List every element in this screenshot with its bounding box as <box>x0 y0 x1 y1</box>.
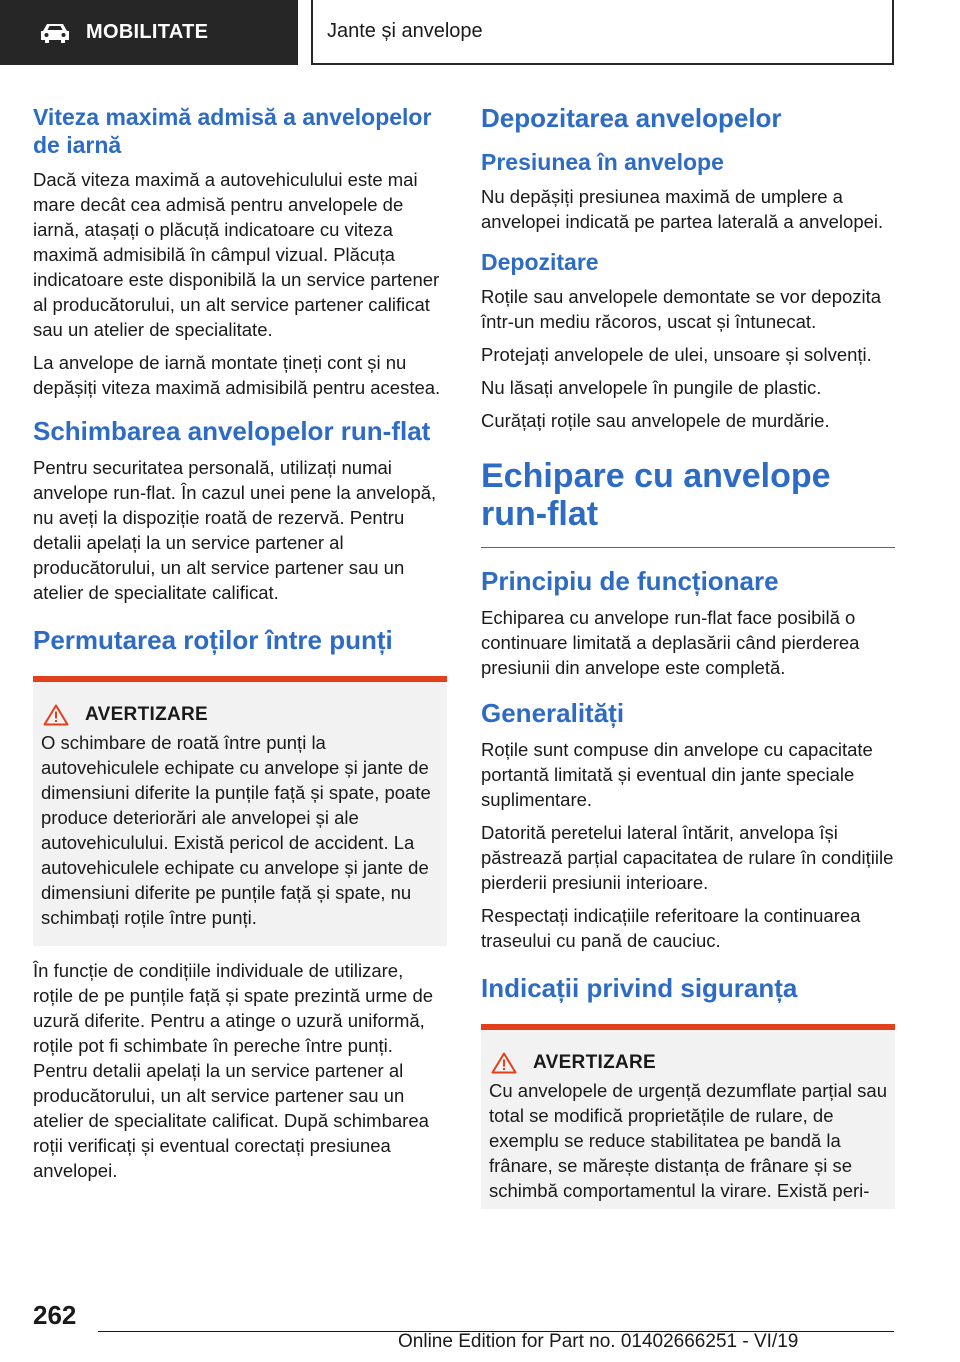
heading-general: Generalități <box>481 698 625 728</box>
warning-text: Cu anvelopele de urgență dezumflate parțial sau total se modifică proprietățile de rulare, de exemplu se reduce stabilitatea pe bandă la frânare, se mărește distanța de frânare și se schimbă comportamentul la virare. Există peri- <box>489 1080 888 1201</box>
heading-runflat-equipment: Echipare cu anvelope run-flat <box>481 457 831 533</box>
paragraph: Nu depășiți presiunea maximă de umplere a anvelopei indicată pe partea laterală a anvelopei. <box>481 186 884 232</box>
warning-title: AVERTIZARE <box>85 704 208 725</box>
paragraph: Roțile sunt compuse din anvelope cu capacitate portantă limitată și eventual din jante speciale suplimentare. <box>481 739 873 810</box>
paragraph: Roțile sau anvelopele demontate se vor depozita într-un mediu răcoros, uscat și întunecat. <box>481 286 882 332</box>
warning-text: O schimbare de roată între punți la autovehiculele echipate cu anvelope și jante de dimensiuni diferite la punțile față și spate, poate produce deteriorări ale anvelopei și ale autovehiculului. Există pericol de accident. La autovehiculele echipate cu anvelope și jante de dimensiuni diferite pe punțile față și spate, nu schimbați roțile între punți. <box>41 732 431 928</box>
heading-principle: Principiu de funcționare <box>481 566 779 596</box>
warning-box <box>33 676 447 946</box>
paragraph: Respectați indicațiile referitoare la continuarea traseului cu pană de cauciuc. <box>481 905 861 951</box>
paragraph: În funcție de condițiile individuale de utilizare, roțile de pe punțile față și spate prezintă urme de uzură diferite. Pentru a atinge o uzură uniformă, roțile pot fi schimbate în pereche între punți. Pentru detalii apelați la un service partener al producătorului, un alt service partener sau un atelier de specialitate calificat. După schimbarea roții verificați și eventual corectați presiunea anvelopei. <box>33 960 434 1181</box>
paragraph: Pentru securitatea personală, utilizați numai anvelope run-flat. În cazul unei pene la anvelopă, nu aveți la dispoziție roată de rezervă. Pentru detalii apelați la un service partener al producătorului, un alt service partener sau un atelier de specialitate calificat. <box>33 457 437 603</box>
paragraph: Protejați anvelopele de ulei, unsoare și solvenți. <box>481 344 872 365</box>
footer-edition: Online Edition for Part no. 01402666251 - VI/19 <box>398 1331 799 1352</box>
section-tab <box>0 0 298 65</box>
heading-storage: Depozitare <box>481 249 599 275</box>
paragraph: Nu lăsați anvelopele în pungile de plastic. <box>481 377 822 398</box>
heading-runflat-change: Schimbarea anvelopelor run-flat <box>33 416 431 446</box>
section-label: MOBILITATE <box>86 21 209 43</box>
left-column <box>33 103 447 1191</box>
heading-safety: Indicații privind siguranța <box>481 973 798 1003</box>
chapter-title: Jante și anvelope <box>327 20 483 42</box>
paragraph: Datorită peretelui lateral întărit, anvelopa își păstrează parțial capacitatea de rulare în condițiile pierderii presiunii interioare. <box>481 822 894 893</box>
paragraph: Echiparea cu anvelope run-flat face posibilă o continuare limitată a deplasării când pierderea presiunii din anvelope este completă. <box>481 607 860 678</box>
warning-triangle-icon <box>43 704 69 726</box>
car-icon <box>38 21 72 45</box>
heading-tire-storage: Depozitarea anvelopelor <box>481 103 782 133</box>
page-number: 262 <box>33 1300 77 1330</box>
chapter-header <box>311 0 894 65</box>
paragraph: La anvelope de iarnă montate țineți cont și nu depășiți viteza maximă admisibilă pentru acestea. <box>33 352 441 398</box>
warning-triangle-icon <box>491 1052 517 1074</box>
heading-tire-pressure: Presiunea în anvelope <box>481 149 724 175</box>
right-column <box>481 103 895 1221</box>
warning-box <box>481 1024 895 1209</box>
paragraph: Dacă viteza maximă a autovehiculului este mai mare decât cea admisă pentru anvelopele de iarnă, atașați o plăcuță indicatoare cu viteza maximă admisibilă în câmpul vizual. Plăcuța indicatoare este disponibilă la un service partener al producătorului, un alt service partener calificat sau un atelier de specialitate. <box>33 169 440 340</box>
heading-winter-speed: Viteza maximă admisă a anvelopelor de iarnă <box>33 104 432 158</box>
heading-wheel-rotation: Permutarea roților între punți <box>33 625 393 655</box>
divider <box>481 547 895 548</box>
paragraph: Curățați roțile sau anvelopele de murdărie. <box>481 410 830 431</box>
warning-title: AVERTIZARE <box>533 1052 656 1073</box>
